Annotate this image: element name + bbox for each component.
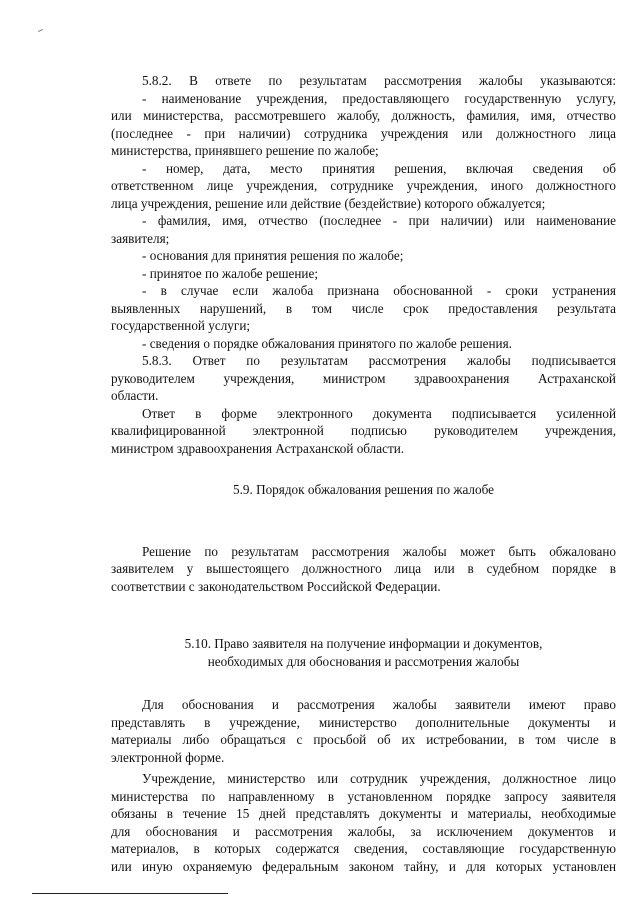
text-line: 5.8.3. Ответ по результатам рассмотрения жалобы подписывается — [142, 353, 616, 368]
text-line: или министерства, рассмотревшего жалобу, должность, фамилия, имя, отчество — [111, 108, 616, 123]
text-line: лица учреждения, решение или действие (бездействие) которого обжалуется; — [111, 195, 546, 211]
text-line: или иную охраняемую федеральным законом тайну, и для которых установлен — [111, 858, 616, 874]
text-line: министерства по направленному в установленном порядке запросу заявителя — [111, 788, 616, 804]
spacer — [111, 499, 616, 543]
text-line: - наименование учреждения, предоставляющего государственную услугу, — [142, 90, 616, 106]
spacer — [111, 595, 616, 635]
text-line: министерства, принявшего решение по жалобе; — [111, 143, 379, 158]
paragraph-5-10-obligations — [111, 770, 616, 875]
text-line: Ответ в форме электронного документа подписывается усиленной — [142, 405, 616, 421]
paragraph-5-8-2 — [111, 72, 616, 352]
text-line: Решение по результатам рассмотрения жалобы может быть обжаловано — [142, 543, 616, 559]
text-line: квалифицированной электронной подписью руководителем учреждения, — [111, 423, 616, 438]
section-heading-5-10-line1: 5.10. Право заявителя на получение информации и документов, — [184, 636, 543, 651]
text-line: обязаны в течение 15 дней представлять документы и материалы, необходимые — [111, 806, 616, 821]
text-line: области. — [111, 388, 159, 403]
section-heading-5-10-line2: необходимых для обоснования и рассмотрения жалобы — [207, 653, 520, 669]
spacer — [111, 670, 616, 696]
text-line: материалов, в которых содержатся сведения, составляющие государственную — [111, 841, 616, 856]
text-line: - фамилия, имя, отчество (последнее - при наличии) или наименование — [142, 213, 616, 228]
text-line: электронной форме. — [111, 749, 225, 765]
text-line: - сведения о порядке обжалования принятого по жалобе решения. — [142, 335, 512, 351]
spacer — [111, 457, 616, 481]
text-line: - основания для принятия решения по жалобе; — [142, 248, 404, 263]
text-line: соответствии с законодательством Российской Федерации. — [111, 578, 441, 594]
text-line: (последнее - при наличии) сотрудника учреждения или должностного лица — [111, 125, 616, 141]
text-line: государственной услуги; — [111, 318, 251, 333]
text-line: - номер, дата, место принятия решения, включая сведения об — [142, 160, 616, 176]
paragraph-electronic-signature — [111, 405, 616, 458]
text-line: руководителем учреждения, министром здравоохранения Астраханской — [111, 370, 616, 386]
text-line: выявленных нарушений, в том числе срок предоставления результата — [111, 300, 616, 316]
text-line: заявителем у вышестоящего должностного лица или в судебном порядке в — [111, 561, 616, 576]
text-line: - в случае если жалоба признана обоснованной - сроки устранения — [142, 283, 616, 298]
document-body — [111, 72, 616, 875]
text-line: 5.8.2. В ответе по результатам рассмотрения жалобы указываются: — [142, 73, 616, 88]
scan-mark — [38, 29, 43, 32]
paragraph-5-9 — [111, 543, 616, 596]
text-line: - принятое по жалобе решение; — [142, 265, 318, 281]
text-line: для обоснования и рассмотрения жалобы, за исключением документов и — [111, 823, 616, 839]
paragraph-5-10-rights — [111, 696, 616, 766]
text-line: Для обоснования и рассмотрения жалобы заявители имеют право — [142, 697, 616, 712]
text-line: министром здравоохранения Астраханской области. — [111, 440, 405, 456]
text-line: заявителя; — [111, 230, 170, 246]
text-line: Учреждение, министерство или сотрудник учреждения, должностное лицо — [142, 771, 616, 786]
section-heading-5-9: 5.9. Порядок обжалования решения по жалобе — [232, 482, 494, 497]
footnote-divider — [32, 893, 228, 894]
text-line: ответственном лице учреждения, сотруднике учреждения, иного должностного — [111, 178, 616, 193]
paragraph-5-8-3 — [111, 352, 616, 405]
text-line: материалы либо обращаться с просьбой об их истребовании, в том числе в — [111, 732, 616, 747]
text-line: представлять в учреждение, министерство дополнительные документы и — [111, 714, 616, 730]
